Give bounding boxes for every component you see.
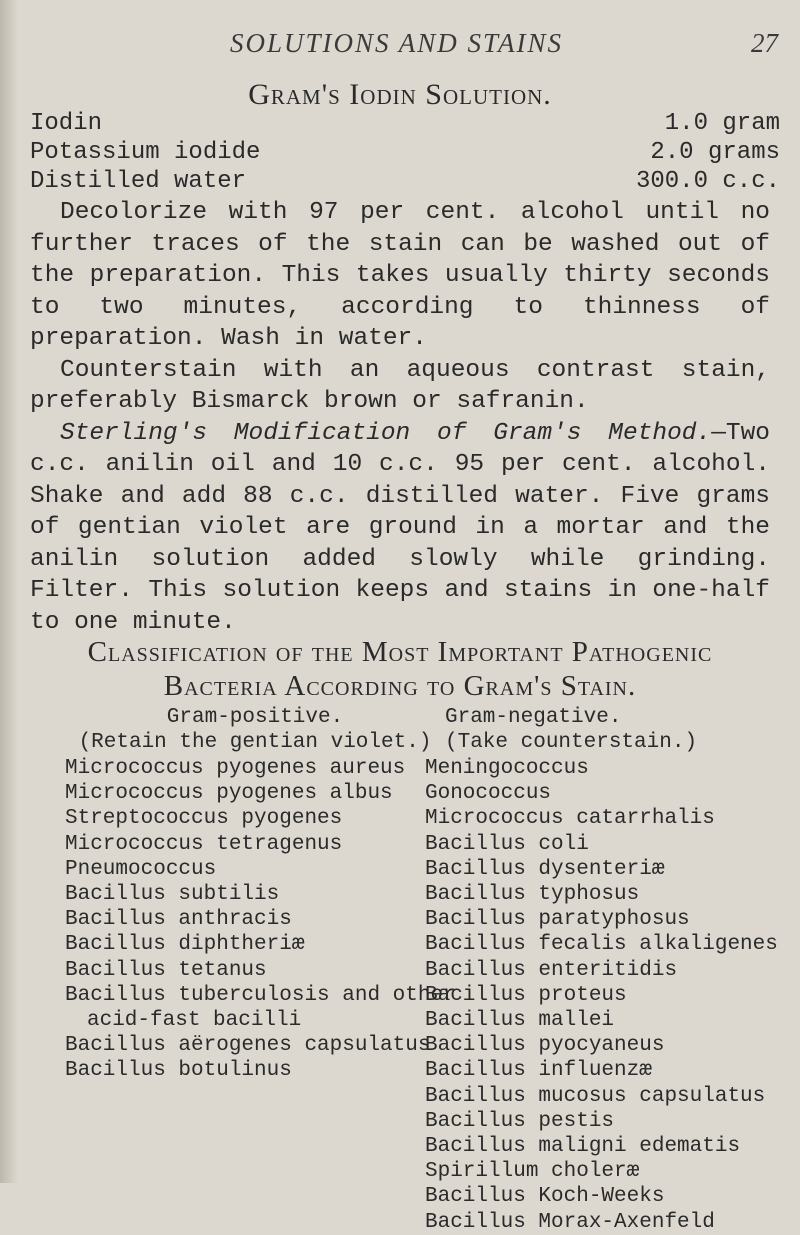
classification-title-line-2: Bacteria According to Gram's Stain. — [163, 670, 637, 702]
classification-title — [0, 635, 800, 703]
list-item: Pneumococcus — [65, 857, 217, 881]
paragraph-decolorize: Decolorize with 97 per cent. alcohol until no further traces of the stain can be washed out of the preparation. This takes usually thirty seconds to two minutes, according to thinness of preparation. Wash in water. — [30, 199, 770, 352]
ingredient-amount: 300.0 c.c. — [635, 168, 780, 195]
section-title: Gram's Iodin Solution. — [248, 78, 552, 111]
paragraph-sterling — [30, 418, 770, 639]
list-item: Bacillus paratyphosus — [425, 908, 690, 932]
list-item: Bacillus maligni edematis — [425, 1135, 741, 1159]
ingredient-amount: 1.0 gram — [664, 110, 780, 137]
gram-positive-column — [65, 706, 456, 1084]
list-item: Bacillus pyocyaneus — [425, 1034, 665, 1058]
sterling-title: Sterling's Modification of Gram's Method. — [60, 419, 712, 447]
list-item: Bacillus anthracis — [65, 908, 292, 932]
list-item: Bacillus mallei — [425, 1009, 615, 1033]
list-item: Bacillus aërogenes capsulatus — [65, 1034, 431, 1058]
scan-edge-shadow — [0, 0, 18, 1183]
list-item: Bacillus pestis — [425, 1109, 615, 1133]
list-item: Bacillus typhosus — [425, 883, 640, 907]
list-item: Bacillus mucosus capsulatus — [425, 1084, 766, 1108]
page-number: 27 — [751, 28, 778, 58]
gram-negative-heading: Gram-negative. — [445, 706, 622, 729]
list-item: Micrococcus pyogenes albus — [65, 782, 393, 806]
list-item: Spirillum choleræ — [425, 1160, 640, 1184]
list-item: Gonococcus — [425, 782, 552, 806]
ingredient-name: Iodin — [30, 110, 103, 137]
list-item: Bacillus enteritidis — [425, 958, 678, 982]
running-title: SOLUTIONS AND STAINS — [230, 28, 564, 58]
formula-row — [30, 168, 780, 197]
list-item: Bacillus diphtheriæ — [65, 933, 305, 957]
list-item: acid-fast bacilli — [87, 1009, 302, 1033]
classification-title-line-1: Classification of the Most Important Pathogenic — [87, 636, 713, 668]
list-item: Bacillus tuberculosis and other — [65, 983, 456, 1007]
running-head — [0, 28, 800, 68]
list-item: Bacillus proteus — [425, 983, 627, 1007]
list-item: Streptococcus pyogenes — [65, 807, 343, 831]
gram-negative-list — [425, 756, 795, 1235]
ingredient-name: Potassium iodide — [30, 139, 261, 166]
ingredient-name: Distilled water — [30, 168, 247, 195]
sterling-body: —Two c.c. anilin oil and 10 c.c. 95 per cent. alcohol. Shake and add 88 c.c. distilled water. Five grams of gentian violet are ground in a mortar and the anilin solution added slowly while grinding. Filter. This solution keeps and stains in one-half to one minute. — [30, 419, 770, 636]
list-item: Meningococcus — [425, 757, 589, 780]
list-item: Micrococcus catarrhalis — [425, 807, 715, 831]
body-text — [30, 197, 770, 638]
list-item: Bacillus influenzæ — [425, 1059, 652, 1083]
formula-table — [30, 110, 780, 197]
list-item: Micrococcus pyogenes aureus — [65, 757, 406, 780]
list-item: Bacillus Morax-Axenfeld — [425, 1210, 715, 1234]
list-item: Bacillus botulinus — [65, 1059, 292, 1083]
list-item: Bacillus dysenteriæ — [425, 857, 665, 881]
list-item: Bacillus subtilis — [65, 883, 280, 907]
list-item: Bacillus tetanus — [65, 958, 267, 982]
list-item: Micrococcus tetragenus — [65, 832, 343, 856]
list-item: Bacillus fecalis alkaligenes — [425, 933, 778, 957]
gram-negative-column — [425, 706, 795, 1235]
gram-negative-subheading: (Take counterstain.) — [445, 731, 698, 754]
list-item: Bacillus Koch-Weeks — [425, 1185, 665, 1209]
list-item: Bacillus coli — [425, 832, 589, 856]
gram-positive-list — [65, 756, 456, 1084]
paragraph-counterstain: Counterstain with an aqueous contrast stain, preferably Bismarck brown or safranin. — [30, 356, 770, 415]
gram-positive-heading: Gram-positive. — [166, 706, 344, 729]
ingredient-amount: 2.0 grams — [650, 139, 780, 166]
formula-row — [30, 139, 780, 168]
gram-positive-subheading: (Retain the gentian violet.) — [78, 731, 432, 754]
formula-row — [30, 110, 780, 139]
